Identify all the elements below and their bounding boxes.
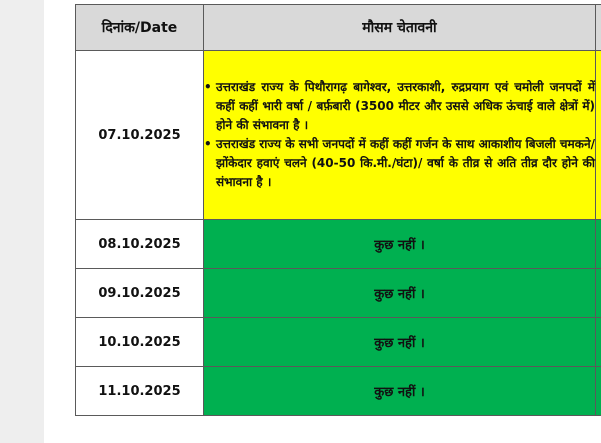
weather-warning-table (75, 4, 601, 416)
warning-bullet-list (204, 78, 595, 192)
warning-bullet (204, 135, 595, 192)
header-extra-column (596, 5, 601, 51)
date-cell: 10.10.2025 (76, 318, 204, 367)
warning-bullet (204, 78, 595, 135)
warning-cell-green: कुछ नहीं । (204, 367, 596, 416)
table-header-row (76, 5, 601, 51)
warning-text: उत्तराखंड राज्य के सभी जनपदों में कहीं कहीं गर्जन के साथ आकाशीय बिजली चमकने/ झोंकेदार हवाएं चलने (40-50 कि.मी./घंटा)/ वर्षा के तीव्र से अति तीव्र दौर होने की संभावना है । (216, 137, 595, 189)
extra-cell (596, 318, 601, 367)
table-row (76, 51, 601, 220)
extra-cell (596, 269, 601, 318)
table-row (76, 367, 601, 416)
warning-cell-green: कुछ नहीं । (204, 220, 596, 269)
header-weather-warning: मौसम चेतावनी (204, 5, 596, 51)
warning-text: उत्तराखंड राज्य के पिथौरागढ़ बागेश्वर, उत्तरकाशी, रुद्रप्रयाग एवं चमोली जनपदों में कहीं कहीं भारी वर्षा / बर्फ़बारी (3500 मीटर और उससे अधिक ऊंचाई वाले क्षेत्रों में) होने की संभावना है । (216, 80, 595, 132)
bullet-icon: • (204, 137, 212, 151)
extra-cell (596, 51, 601, 220)
table-row (76, 220, 601, 269)
date-cell: 09.10.2025 (76, 269, 204, 318)
warning-cell-yellow (204, 51, 596, 220)
extra-cell (596, 220, 601, 269)
header-date: दिनांक/Date (76, 5, 204, 51)
extra-cell (596, 367, 601, 416)
bullet-icon: • (204, 80, 212, 94)
left-margin-strip (0, 0, 44, 443)
warning-cell-green: कुछ नहीं । (204, 269, 596, 318)
date-cell: 07.10.2025 (76, 51, 204, 220)
date-cell: 08.10.2025 (76, 220, 204, 269)
table-row (76, 269, 601, 318)
table-row (76, 318, 601, 367)
date-cell: 11.10.2025 (76, 367, 204, 416)
warning-cell-green: कुछ नहीं । (204, 318, 596, 367)
